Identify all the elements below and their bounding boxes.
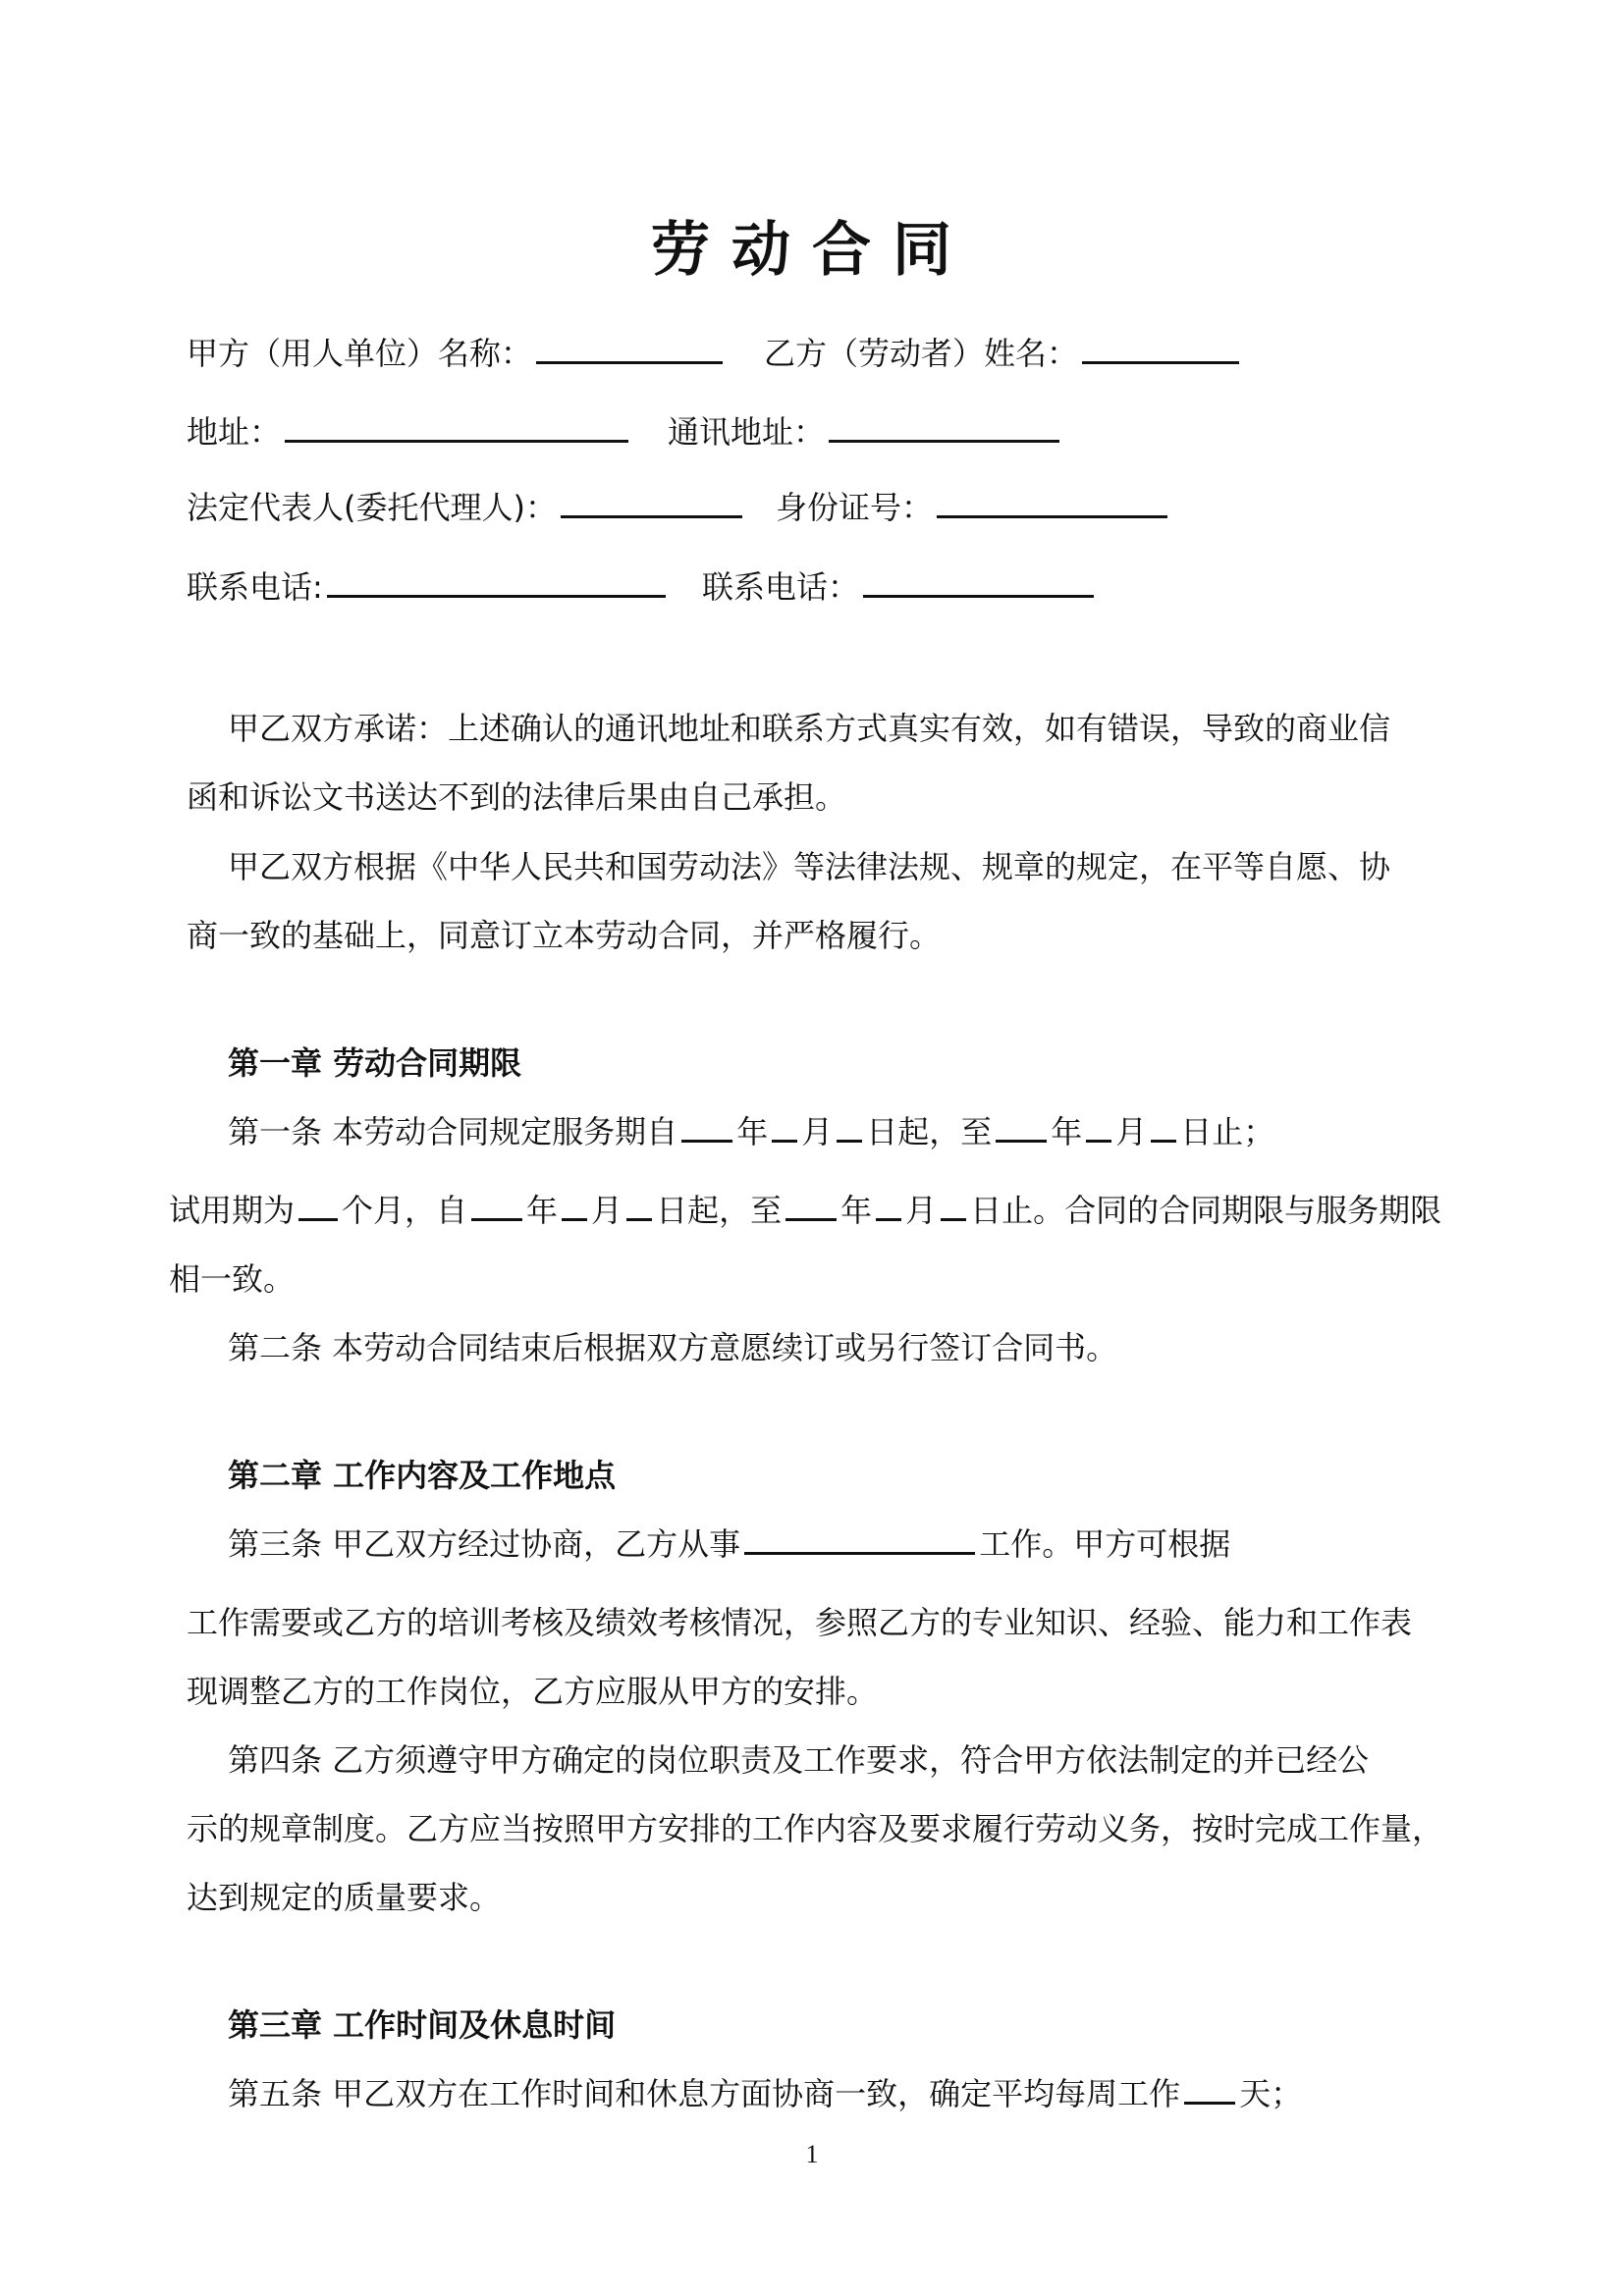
text: 工作。甲方可根据 <box>979 1525 1231 1563</box>
chapter-3-heading: 第三章 工作时间及休息时间 <box>228 2006 617 2044</box>
text: 年 <box>736 1113 769 1150</box>
phone-b-row <box>702 567 1098 607</box>
phone-a-blank[interactable] <box>327 567 666 598</box>
legal-rep-blank[interactable] <box>561 488 742 518</box>
text: 第五条 甲乙双方在工作时间和休息方面协商一致，确定平均每周工作 <box>228 2075 1181 2112</box>
text: 第一条 本劳动合同规定服务期自 <box>228 1113 678 1150</box>
party-a-name-row <box>187 334 727 373</box>
legal-rep-row <box>187 488 746 527</box>
probation-months-blank[interactable] <box>298 1191 338 1221</box>
text: 日止； <box>1180 1113 1275 1150</box>
party-a-name-blank[interactable] <box>536 334 723 364</box>
document-title: 劳动合同 <box>651 216 973 285</box>
id-no-label: 身份证号： <box>776 489 934 526</box>
end-year-blank[interactable] <box>996 1112 1047 1143</box>
mail-address-label: 通讯地址： <box>668 413 826 451</box>
job-title-blank[interactable] <box>744 1524 975 1555</box>
start-day-blank[interactable] <box>837 1112 862 1143</box>
text: 第三条 甲乙双方经过协商，乙方从事 <box>228 1525 741 1563</box>
address-row <box>187 412 632 452</box>
mail-address-row <box>668 412 1063 452</box>
article-1-line2 <box>169 1191 1441 1230</box>
phone-a-label: 联系电话: <box>187 568 323 606</box>
chapter-2-heading: 第二章 工作内容及工作地点 <box>228 1457 617 1494</box>
probation-end-year-blank[interactable] <box>785 1191 837 1221</box>
end-day-blank[interactable] <box>1151 1112 1176 1143</box>
phone-b-label: 联系电话： <box>702 568 860 606</box>
id-no-blank[interactable] <box>937 488 1167 518</box>
article-4-line2: 示的规章制度。乙方应当按照甲方安排的工作内容及要求履行劳动义务，按时完成工作量， <box>187 1810 1444 1847</box>
text: 日起，至 <box>656 1192 783 1229</box>
phone-a-row <box>187 567 670 607</box>
text: 试用期为 <box>169 1192 296 1229</box>
text: 月 <box>591 1192 623 1229</box>
address-blank[interactable] <box>285 412 628 443</box>
party-b-name-row <box>764 334 1243 373</box>
probation-start-month-blank[interactable] <box>562 1191 587 1221</box>
start-year-blank[interactable] <box>681 1112 732 1143</box>
intro-p1-line1: 甲乙双方承诺：上述确认的通讯地址和联系方式真实有效，如有错误，导致的商业信 <box>228 710 1391 747</box>
text: 月 <box>905 1192 938 1229</box>
article-2: 第二条 本劳动合同结束后根据双方意愿续订或另行签订合同书。 <box>228 1329 1118 1366</box>
text: 年 <box>1051 1113 1083 1150</box>
chapter-1-heading: 第一章 劳动合同期限 <box>228 1044 522 1082</box>
probation-end-day-blank[interactable] <box>941 1191 966 1221</box>
page-number: 1 <box>805 2140 819 2168</box>
party-b-name-label: 乙方（劳动者）姓名： <box>764 335 1079 372</box>
article-1-line3: 相一致。 <box>169 1260 296 1298</box>
text: 年 <box>840 1192 873 1229</box>
party-b-name-blank[interactable] <box>1082 334 1239 364</box>
intro-p2-line1: 甲乙双方根据《中华人民共和国劳动法》等法律法规、规章的规定，在平等自愿、协 <box>228 848 1391 885</box>
article-3-line3: 现调整乙方的工作岗位，乙方应服从甲方的安排。 <box>187 1673 879 1710</box>
address-label: 地址： <box>187 413 282 451</box>
text: 天； <box>1239 2075 1303 2112</box>
text: 月 <box>1115 1113 1148 1150</box>
work-days-blank[interactable] <box>1184 2074 1235 2105</box>
intro-p2-line2: 商一致的基础上，同意订立本劳动合同，并严格履行。 <box>187 917 942 954</box>
text: 月 <box>801 1113 834 1150</box>
article-4-line1: 第四条 乙方须遵守甲方确定的岗位职责及工作要求，符合甲方依法制定的并已经公 <box>228 1741 1370 1779</box>
id-no-row <box>776 488 1171 527</box>
text: 个月，自 <box>342 1192 468 1229</box>
legal-rep-label: 法定代表人(委托代理人)： <box>187 489 557 526</box>
party-a-name-label: 甲方（用人单位）名称： <box>187 335 533 372</box>
text: 日起，至 <box>866 1113 993 1150</box>
text: 日止。合同的合同期限与服务期限 <box>970 1192 1442 1229</box>
article-5-line1 <box>228 2074 1302 2113</box>
start-month-blank[interactable] <box>772 1112 797 1143</box>
mail-address-blank[interactable] <box>829 412 1059 443</box>
intro-p1-line2: 函和诉讼文书送达不到的法律后果由自己承担。 <box>187 778 847 816</box>
phone-b-blank[interactable] <box>863 567 1094 598</box>
probation-start-year-blank[interactable] <box>471 1191 522 1221</box>
article-1-line1 <box>228 1112 1274 1151</box>
article-3-line2: 工作需要或乙方的培训考核及绩效考核情况，参照乙方的专业知识、经验、能力和工作表 <box>187 1604 1413 1641</box>
probation-start-day-blank[interactable] <box>626 1191 652 1221</box>
end-month-blank[interactable] <box>1086 1112 1111 1143</box>
probation-end-month-blank[interactable] <box>876 1191 901 1221</box>
article-4-line3: 达到规定的质量要求。 <box>187 1879 502 1916</box>
text: 年 <box>526 1192 559 1229</box>
article-3-line1 <box>228 1524 1230 1564</box>
